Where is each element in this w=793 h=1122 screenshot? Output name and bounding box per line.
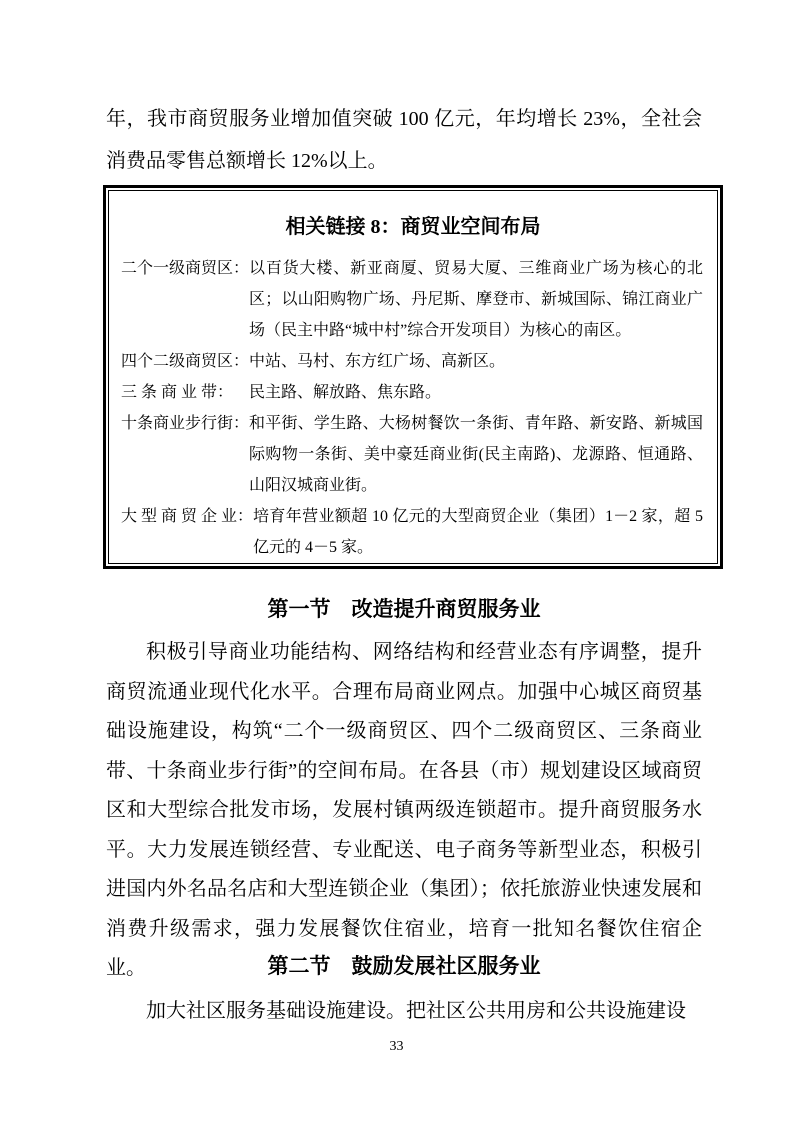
page-number: 33: [389, 1039, 404, 1054]
link-box-item-primary-trade-zones: [121, 253, 703, 346]
link-box-item-label: 二个一级商贸区：: [121, 260, 250, 277]
link-box-item-text: 中站、马村、东方红广场、高新区。: [249, 353, 506, 370]
link-box-item-pedestrian-streets: [121, 408, 703, 501]
section-2-heading: 第二节 鼓励发展社区服务业: [267, 954, 541, 978]
link-box-item-label: 四个二级商贸区：: [121, 353, 250, 370]
section-1-paragraph: 积极引导商业功能结构、网络结构和经营业态有序调整，提升商贸流通业现代化水平。合理布局商业网点。加强中心城区商贸基础设施建设，构筑“二个一级商贸区、四个二级商贸区、三条商业带、十条商业步行街”的空间布局。在各县（市）规划建设区域商贸区和大型综合批发市场，发展村镇两级连锁超市。提升商贸服务水平。大力发展连锁经营、专业配送、电子商务等新型业态，积极引进国内外名品名店和大型连锁企业（集团）；依托旅游业快速发展和消费升级需求，强力发展餐饮住宿业，培育一批知名餐饮住宿企业。: [106, 641, 702, 979]
link-box-item-commercial-belts: [121, 377, 703, 408]
link-box-item-label: 大 型 商 贸 企 业：: [121, 508, 254, 525]
section-2-paragraph: 加大社区服务基础设施建设。把社区公共用房和公共设施建设: [146, 1000, 686, 1022]
section-1-heading: 第一节 改造提升商贸服务业: [267, 597, 541, 621]
link-box-item-label: 三 条 商 业 带：: [121, 384, 234, 401]
related-link-box: [108, 190, 718, 564]
link-box-item-label: 十条商业步行街：: [121, 415, 250, 432]
link-box-item-text: 和平街、学生路、大杨树餐饮一条街、青年路、新安路、新城国际购物一条街、美中豪廷商业街(民主南路)、龙源路、恒通路、山阳汉城商业街。: [249, 415, 703, 494]
link-box-item-text: 民主路、解放路、焦东路。: [249, 384, 442, 401]
link-box-title: 相关链接 8：商贸业空间布局: [285, 216, 541, 238]
link-box-item-secondary-trade-zones: [121, 346, 703, 377]
link-box-item-text: 以百货大楼、新亚商厦、贸易大厦、三维商业广场为核心的北区；以山阳购物广场、丹尼斯、摩登市、新城国际、锦江商业广场（民主中路“城中村”综合开发项目）为核心的南区。: [249, 260, 703, 339]
link-box-item-large-enterprises: [121, 501, 703, 563]
intro-paragraph: 年，我市商贸服务业增加值突破 100 亿元，年均增长 23%，全社会消费品零售总额增长 12%以上。: [106, 108, 702, 172]
link-box-item-text: 培育年营业额超 10 亿元的大型商贸企业（集团）1－2 家，超 5 亿元的 4－5 家。: [253, 508, 703, 556]
link-box-items: [121, 253, 703, 563]
